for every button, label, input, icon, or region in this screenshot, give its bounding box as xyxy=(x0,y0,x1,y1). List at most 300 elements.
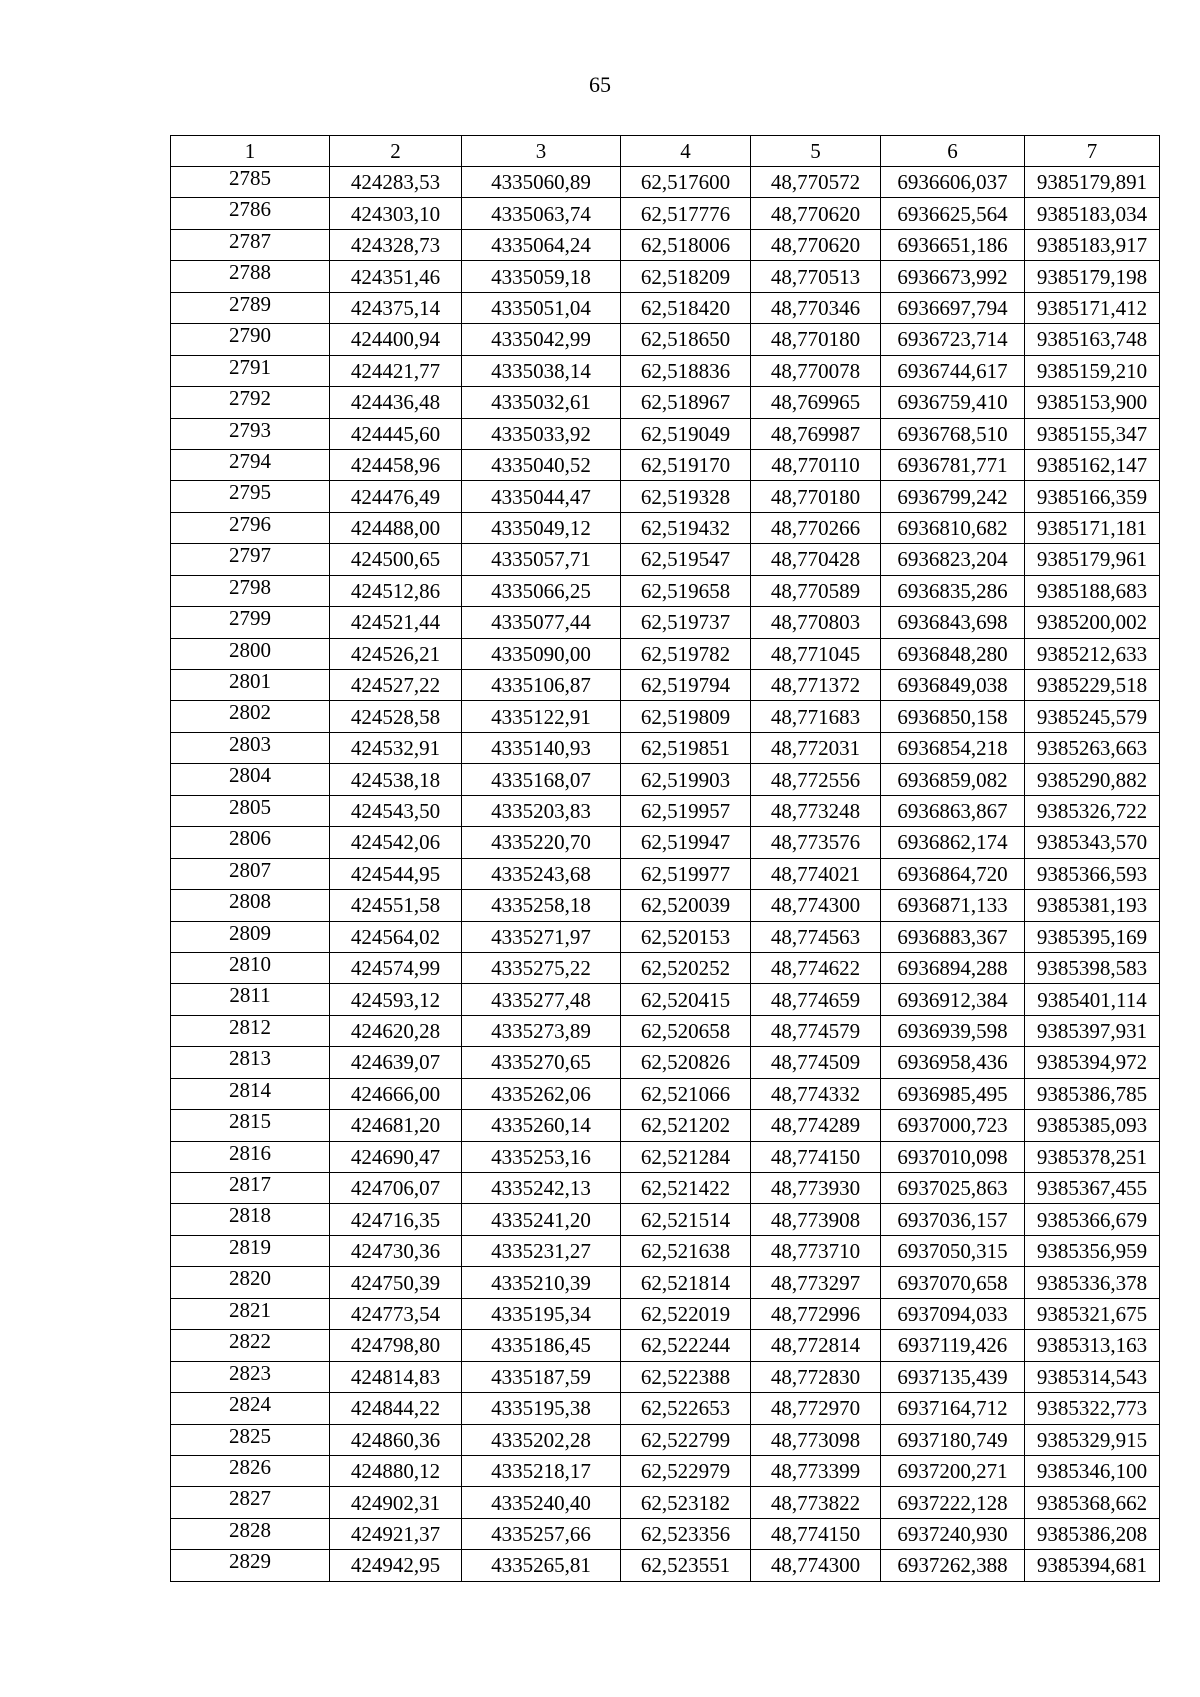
table-cell-col-2: 424400,94 xyxy=(330,324,462,355)
table-cell-col-1: 2804 xyxy=(171,764,330,795)
table-cell-col-4: 62,518006 xyxy=(621,229,751,260)
table-cell-col-4: 62,522799 xyxy=(621,1424,751,1455)
table-cell-col-6: 6936871,133 xyxy=(881,890,1025,921)
table-cell-col-4: 62,521422 xyxy=(621,1173,751,1204)
table-cell-col-7: 9385179,891 xyxy=(1025,167,1160,198)
table-cell-col-3: 4335140,93 xyxy=(462,732,621,763)
table-cell-col-2: 424445,60 xyxy=(330,418,462,449)
table-cell-col-5: 48,770589 xyxy=(751,575,881,606)
table-cell-col-2: 424880,12 xyxy=(330,1455,462,1486)
table-cell-col-4: 62,519903 xyxy=(621,764,751,795)
table-cell-col-3: 4335187,59 xyxy=(462,1361,621,1392)
table-cell-col-2: 424564,02 xyxy=(330,921,462,952)
table-cell-col-4: 62,517776 xyxy=(621,198,751,229)
table-cell-col-7: 9385163,748 xyxy=(1025,324,1160,355)
table-cell-col-6: 6936848,280 xyxy=(881,638,1025,669)
table-cell-col-7: 9385322,773 xyxy=(1025,1393,1160,1424)
table-cell-col-2: 424528,58 xyxy=(330,701,462,732)
table-cell-col-7: 9385397,931 xyxy=(1025,1015,1160,1046)
table-cell-col-2: 424690,47 xyxy=(330,1141,462,1172)
table-cell-col-5: 48,773248 xyxy=(751,795,881,826)
table-cell-col-7: 9385356,959 xyxy=(1025,1235,1160,1266)
table-cell-col-5: 48,771372 xyxy=(751,670,881,701)
table-cell-col-4: 62,518836 xyxy=(621,355,751,386)
table-cell-col-3: 4335032,61 xyxy=(462,387,621,418)
table-cell-col-5: 48,772996 xyxy=(751,1298,881,1329)
table-cell-col-1: 2805 xyxy=(171,795,330,826)
table-cell-col-5: 48,770180 xyxy=(751,324,881,355)
table-cell-col-4: 62,519851 xyxy=(621,732,751,763)
table-cell-col-5: 48,771045 xyxy=(751,638,881,669)
table-cell-col-2: 424538,18 xyxy=(330,764,462,795)
table-cell-col-5: 48,774579 xyxy=(751,1015,881,1046)
table-row xyxy=(171,1361,1160,1392)
table-cell-col-1: 2807 xyxy=(171,858,330,889)
table-cell-col-1: 2800 xyxy=(171,638,330,669)
table-cell-col-7: 9385263,663 xyxy=(1025,732,1160,763)
table-cell-col-5: 48,770180 xyxy=(751,481,881,512)
table-cell-col-7: 9385385,093 xyxy=(1025,1110,1160,1141)
table-cell-col-7: 9385183,034 xyxy=(1025,198,1160,229)
table-row xyxy=(171,1424,1160,1455)
table-cell-col-6: 6936843,698 xyxy=(881,607,1025,638)
table-cell-col-5: 48,770803 xyxy=(751,607,881,638)
table-cell-col-4: 62,520153 xyxy=(621,921,751,952)
table-cell-col-6: 6937025,863 xyxy=(881,1173,1025,1204)
table-cell-col-2: 424527,22 xyxy=(330,670,462,701)
table-cell-col-7: 9385398,583 xyxy=(1025,952,1160,983)
table-cell-col-4: 62,523182 xyxy=(621,1487,751,1518)
table-cell-col-3: 4335271,97 xyxy=(462,921,621,952)
table-cell-col-2: 424543,50 xyxy=(330,795,462,826)
table-cell-col-3: 4335077,44 xyxy=(462,607,621,638)
table-cell-col-5: 48,774622 xyxy=(751,952,881,983)
table-cell-col-2: 424488,00 xyxy=(330,512,462,543)
table-row xyxy=(171,890,1160,921)
table-row xyxy=(171,1047,1160,1078)
table-cell-col-1: 2803 xyxy=(171,732,330,763)
table-cell-col-6: 6936863,867 xyxy=(881,795,1025,826)
table-row xyxy=(171,1330,1160,1361)
table-cell-col-1: 2825 xyxy=(171,1424,330,1455)
column-header-5: 5 xyxy=(751,136,881,167)
table-cell-col-6: 6936744,617 xyxy=(881,355,1025,386)
table-cell-col-2: 424620,28 xyxy=(330,1015,462,1046)
table-row xyxy=(171,1141,1160,1172)
table-row xyxy=(171,544,1160,575)
table-cell-col-3: 4335106,87 xyxy=(462,670,621,701)
table-cell-col-5: 48,772556 xyxy=(751,764,881,795)
table-cell-col-6: 6937135,439 xyxy=(881,1361,1025,1392)
table-cell-col-3: 4335040,52 xyxy=(462,449,621,480)
table-row xyxy=(171,670,1160,701)
table-cell-col-2: 424574,99 xyxy=(330,952,462,983)
table-cell-col-2: 424421,77 xyxy=(330,355,462,386)
table-cell-col-1: 2792 xyxy=(171,387,330,418)
table-cell-col-3: 4335240,40 xyxy=(462,1487,621,1518)
table-cell-col-7: 9385366,679 xyxy=(1025,1204,1160,1235)
table-cell-col-1: 2810 xyxy=(171,952,330,983)
table-cell-col-6: 6936912,384 xyxy=(881,984,1025,1015)
table-cell-col-1: 2821 xyxy=(171,1298,330,1329)
column-header-4: 4 xyxy=(621,136,751,167)
table-cell-col-3: 4335195,38 xyxy=(462,1393,621,1424)
table-cell-col-7: 9385159,210 xyxy=(1025,355,1160,386)
table-cell-col-6: 6936835,286 xyxy=(881,575,1025,606)
table-cell-col-1: 2799 xyxy=(171,607,330,638)
table-cell-col-7: 9385336,378 xyxy=(1025,1267,1160,1298)
table-cell-col-2: 424593,12 xyxy=(330,984,462,1015)
table-cell-col-5: 48,772031 xyxy=(751,732,881,763)
table-cell-col-1: 2809 xyxy=(171,921,330,952)
table-cell-col-7: 9385200,002 xyxy=(1025,607,1160,638)
table-row xyxy=(171,1110,1160,1141)
table-cell-col-4: 62,519977 xyxy=(621,858,751,889)
table-cell-col-6: 6936958,436 xyxy=(881,1047,1025,1078)
table-row xyxy=(171,858,1160,889)
table-cell-col-4: 62,520252 xyxy=(621,952,751,983)
table-cell-col-2: 424436,48 xyxy=(330,387,462,418)
table-cell-col-4: 62,518420 xyxy=(621,292,751,323)
table-row xyxy=(171,607,1160,638)
table-row xyxy=(171,1267,1160,1298)
table-cell-col-3: 4335195,34 xyxy=(462,1298,621,1329)
table-cell-col-2: 424773,54 xyxy=(330,1298,462,1329)
table-row xyxy=(171,1518,1160,1549)
table-cell-col-7: 9385313,163 xyxy=(1025,1330,1160,1361)
table-cell-col-5: 48,773576 xyxy=(751,827,881,858)
table-cell-col-5: 48,774150 xyxy=(751,1518,881,1549)
table-cell-col-3: 4335057,71 xyxy=(462,544,621,575)
table-cell-col-6: 6936625,564 xyxy=(881,198,1025,229)
table-cell-col-4: 62,521814 xyxy=(621,1267,751,1298)
table-cell-col-4: 62,519432 xyxy=(621,512,751,543)
table-cell-col-2: 424814,83 xyxy=(330,1361,462,1392)
table-row xyxy=(171,1455,1160,1486)
column-header-2: 2 xyxy=(330,136,462,167)
table-cell-col-5: 48,774563 xyxy=(751,921,881,952)
table-cell-col-2: 424551,58 xyxy=(330,890,462,921)
table-cell-col-1: 2790 xyxy=(171,324,330,355)
table-cell-col-1: 2818 xyxy=(171,1204,330,1235)
table-cell-col-5: 48,774332 xyxy=(751,1078,881,1109)
table-row xyxy=(171,1393,1160,1424)
table-row xyxy=(171,1015,1160,1046)
table-cell-col-7: 9385401,114 xyxy=(1025,984,1160,1015)
table-cell-col-6: 6937240,930 xyxy=(881,1518,1025,1549)
table-cell-col-6: 6936859,082 xyxy=(881,764,1025,795)
table-row xyxy=(171,952,1160,983)
table-cell-col-3: 4335044,47 xyxy=(462,481,621,512)
table-cell-col-1: 2819 xyxy=(171,1235,330,1266)
table-cell-col-7: 9385395,169 xyxy=(1025,921,1160,952)
table-cell-col-6: 6936781,771 xyxy=(881,449,1025,480)
table-cell-col-3: 4335203,83 xyxy=(462,795,621,826)
table-cell-col-1: 2801 xyxy=(171,670,330,701)
table-row xyxy=(171,984,1160,1015)
table-cell-col-7: 9385329,915 xyxy=(1025,1424,1160,1455)
table-cell-col-7: 9385386,208 xyxy=(1025,1518,1160,1549)
table-cell-col-7: 9385171,412 xyxy=(1025,292,1160,323)
table-cell-col-2: 424681,20 xyxy=(330,1110,462,1141)
table-row xyxy=(171,324,1160,355)
table-header xyxy=(171,136,1160,167)
table-cell-col-4: 62,521514 xyxy=(621,1204,751,1235)
table-cell-col-4: 62,522019 xyxy=(621,1298,751,1329)
header-row xyxy=(171,136,1160,167)
table-cell-col-5: 48,769987 xyxy=(751,418,881,449)
table-cell-col-7: 9385179,198 xyxy=(1025,261,1160,292)
table-cell-col-7: 9385346,100 xyxy=(1025,1455,1160,1486)
table-row xyxy=(171,261,1160,292)
table-cell-col-4: 62,523551 xyxy=(621,1550,751,1581)
table-cell-col-5: 48,773399 xyxy=(751,1455,881,1486)
table-row xyxy=(171,481,1160,512)
table-cell-col-3: 4335210,39 xyxy=(462,1267,621,1298)
table-cell-col-1: 2826 xyxy=(171,1455,330,1486)
table-cell-col-2: 424521,44 xyxy=(330,607,462,638)
table-cell-col-5: 48,770620 xyxy=(751,229,881,260)
table-cell-col-1: 2815 xyxy=(171,1110,330,1141)
page-number: 65 xyxy=(589,72,611,97)
table-cell-col-7: 9385366,593 xyxy=(1025,858,1160,889)
table-cell-col-3: 4335063,74 xyxy=(462,198,621,229)
table-cell-col-1: 2827 xyxy=(171,1487,330,1518)
table-cell-col-4: 62,522388 xyxy=(621,1361,751,1392)
table-row xyxy=(171,449,1160,480)
table-row xyxy=(171,387,1160,418)
table-cell-col-6: 6937094,033 xyxy=(881,1298,1025,1329)
table-row xyxy=(171,355,1160,386)
table-cell-col-6: 6937262,388 xyxy=(881,1550,1025,1581)
table-cell-col-5: 48,773930 xyxy=(751,1173,881,1204)
table-cell-col-7: 9385378,251 xyxy=(1025,1141,1160,1172)
table-cell-col-6: 6937222,128 xyxy=(881,1487,1025,1518)
table-row xyxy=(171,198,1160,229)
table-cell-col-2: 424716,35 xyxy=(330,1204,462,1235)
table-row xyxy=(171,638,1160,669)
table-row xyxy=(171,292,1160,323)
table-cell-col-4: 62,519328 xyxy=(621,481,751,512)
table-cell-col-5: 48,774300 xyxy=(751,890,881,921)
table-cell-col-3: 4335042,99 xyxy=(462,324,621,355)
table-cell-col-3: 4335049,12 xyxy=(462,512,621,543)
table-cell-col-5: 48,774659 xyxy=(751,984,881,1015)
table-cell-col-7: 9385179,961 xyxy=(1025,544,1160,575)
table-cell-col-1: 2798 xyxy=(171,575,330,606)
table-cell-col-6: 6936849,038 xyxy=(881,670,1025,701)
table-cell-col-7: 9385343,570 xyxy=(1025,827,1160,858)
table-cell-col-4: 62,519547 xyxy=(621,544,751,575)
table-row xyxy=(171,1550,1160,1581)
table-cell-col-5: 48,770620 xyxy=(751,198,881,229)
table-cell-col-4: 62,519947 xyxy=(621,827,751,858)
table-cell-col-3: 4335270,65 xyxy=(462,1047,621,1078)
table-cell-col-4: 62,519809 xyxy=(621,701,751,732)
table-cell-col-3: 4335241,20 xyxy=(462,1204,621,1235)
table-cell-col-6: 6937070,658 xyxy=(881,1267,1025,1298)
table-cell-col-1: 2814 xyxy=(171,1078,330,1109)
table-cell-col-6: 6936883,367 xyxy=(881,921,1025,952)
table-cell-col-2: 424542,06 xyxy=(330,827,462,858)
table-cell-col-1: 2829 xyxy=(171,1550,330,1581)
table-cell-col-6: 6936651,186 xyxy=(881,229,1025,260)
table-cell-col-3: 4335038,14 xyxy=(462,355,621,386)
table-cell-col-3: 4335273,89 xyxy=(462,1015,621,1046)
table-cell-col-4: 62,522653 xyxy=(621,1393,751,1424)
table-cell-col-7: 9385314,543 xyxy=(1025,1361,1160,1392)
table-cell-col-6: 6937180,749 xyxy=(881,1424,1025,1455)
table-cell-col-2: 424902,31 xyxy=(330,1487,462,1518)
table-cell-col-4: 62,521202 xyxy=(621,1110,751,1141)
table-cell-col-7: 9385155,347 xyxy=(1025,418,1160,449)
table-cell-col-4: 62,518209 xyxy=(621,261,751,292)
table-cell-col-3: 4335243,68 xyxy=(462,858,621,889)
table-cell-col-2: 424458,96 xyxy=(330,449,462,480)
table-cell-col-4: 62,519782 xyxy=(621,638,751,669)
table-cell-col-2: 424500,65 xyxy=(330,544,462,575)
table-cell-col-2: 424942,95 xyxy=(330,1550,462,1581)
table-cell-col-2: 424639,07 xyxy=(330,1047,462,1078)
table-cell-col-6: 6937036,157 xyxy=(881,1204,1025,1235)
table-cell-col-7: 9385171,181 xyxy=(1025,512,1160,543)
table-cell-col-2: 424303,10 xyxy=(330,198,462,229)
table-cell-col-6: 6936823,204 xyxy=(881,544,1025,575)
table-cell-col-3: 4335090,00 xyxy=(462,638,621,669)
table-cell-col-7: 9385229,518 xyxy=(1025,670,1160,701)
table-cell-col-1: 2812 xyxy=(171,1015,330,1046)
table-cell-col-4: 62,518967 xyxy=(621,387,751,418)
table-cell-col-2: 424512,86 xyxy=(330,575,462,606)
table-cell-col-5: 48,773098 xyxy=(751,1424,881,1455)
table-cell-col-5: 48,774150 xyxy=(751,1141,881,1172)
table-cell-col-1: 2793 xyxy=(171,418,330,449)
table-cell-col-1: 2828 xyxy=(171,1518,330,1549)
table-cell-col-4: 62,517600 xyxy=(621,167,751,198)
table-cell-col-7: 9385290,882 xyxy=(1025,764,1160,795)
table-cell-col-1: 2785 xyxy=(171,167,330,198)
table-cell-col-2: 424750,39 xyxy=(330,1267,462,1298)
table-body xyxy=(171,167,1160,1582)
table-cell-col-6: 6936850,158 xyxy=(881,701,1025,732)
table-row xyxy=(171,764,1160,795)
table-cell-col-3: 4335033,92 xyxy=(462,418,621,449)
table-cell-col-5: 48,770513 xyxy=(751,261,881,292)
table-cell-col-2: 424351,46 xyxy=(330,261,462,292)
table-cell-col-7: 9385153,900 xyxy=(1025,387,1160,418)
table-cell-col-6: 6936799,242 xyxy=(881,481,1025,512)
table-cell-col-1: 2820 xyxy=(171,1267,330,1298)
table-cell-col-7: 9385381,193 xyxy=(1025,890,1160,921)
table-cell-col-7: 9385321,675 xyxy=(1025,1298,1160,1329)
table-cell-col-1: 2791 xyxy=(171,355,330,386)
column-header-3: 3 xyxy=(462,136,621,167)
table-cell-col-6: 6936606,037 xyxy=(881,167,1025,198)
table-cell-col-4: 62,520826 xyxy=(621,1047,751,1078)
table-cell-col-2: 424844,22 xyxy=(330,1393,462,1424)
table-cell-col-1: 2808 xyxy=(171,890,330,921)
table-cell-col-2: 424283,53 xyxy=(330,167,462,198)
table-cell-col-4: 62,521638 xyxy=(621,1235,751,1266)
table-cell-col-4: 62,523356 xyxy=(621,1518,751,1549)
table-row xyxy=(171,1235,1160,1266)
table-cell-col-4: 62,519170 xyxy=(621,449,751,480)
table-row xyxy=(171,1298,1160,1329)
table-cell-col-3: 4335186,45 xyxy=(462,1330,621,1361)
table-cell-col-7: 9385183,917 xyxy=(1025,229,1160,260)
table-cell-col-3: 4335059,18 xyxy=(462,261,621,292)
table-cell-col-4: 62,522979 xyxy=(621,1455,751,1486)
table-cell-col-7: 9385245,579 xyxy=(1025,701,1160,732)
table-cell-col-5: 48,769965 xyxy=(751,387,881,418)
table-cell-col-1: 2789 xyxy=(171,292,330,323)
table-cell-col-7: 9385326,722 xyxy=(1025,795,1160,826)
table-cell-col-1: 2817 xyxy=(171,1173,330,1204)
table-cell-col-1: 2797 xyxy=(171,544,330,575)
table-cell-col-1: 2788 xyxy=(171,261,330,292)
table-cell-col-6: 6936985,495 xyxy=(881,1078,1025,1109)
table-cell-col-3: 4335202,28 xyxy=(462,1424,621,1455)
table-cell-col-4: 62,522244 xyxy=(621,1330,751,1361)
table-row xyxy=(171,1173,1160,1204)
table-cell-col-3: 4335220,70 xyxy=(462,827,621,858)
table-cell-col-1: 2794 xyxy=(171,449,330,480)
table-cell-col-5: 48,770346 xyxy=(751,292,881,323)
table-cell-col-6: 6936723,714 xyxy=(881,324,1025,355)
table-cell-col-1: 2824 xyxy=(171,1393,330,1424)
table-cell-col-7: 9385212,633 xyxy=(1025,638,1160,669)
table-cell-col-6: 6936864,720 xyxy=(881,858,1025,889)
table-cell-col-5: 48,770428 xyxy=(751,544,881,575)
table-cell-col-1: 2822 xyxy=(171,1330,330,1361)
table-cell-col-5: 48,774509 xyxy=(751,1047,881,1078)
table-cell-col-1: 2823 xyxy=(171,1361,330,1392)
table-cell-col-2: 424798,80 xyxy=(330,1330,462,1361)
table-cell-col-3: 4335060,89 xyxy=(462,167,621,198)
table-cell-col-4: 62,520415 xyxy=(621,984,751,1015)
table-cell-col-2: 424860,36 xyxy=(330,1424,462,1455)
table-cell-col-7: 9385188,683 xyxy=(1025,575,1160,606)
table-cell-col-2: 424328,73 xyxy=(330,229,462,260)
table-row xyxy=(171,512,1160,543)
table-row xyxy=(171,701,1160,732)
table-cell-col-4: 62,521284 xyxy=(621,1141,751,1172)
table-cell-col-1: 2811 xyxy=(171,984,330,1015)
table-cell-col-3: 4335242,13 xyxy=(462,1173,621,1204)
table-cell-col-6: 6937000,723 xyxy=(881,1110,1025,1141)
table-cell-col-7: 9385368,662 xyxy=(1025,1487,1160,1518)
table-row xyxy=(171,795,1160,826)
table-cell-col-6: 6936768,510 xyxy=(881,418,1025,449)
table-row xyxy=(171,575,1160,606)
coordinates-table xyxy=(170,135,1160,1582)
column-header-7: 7 xyxy=(1025,136,1160,167)
table-cell-col-2: 424921,37 xyxy=(330,1518,462,1549)
table-cell-col-5: 48,772830 xyxy=(751,1361,881,1392)
column-header-1: 1 xyxy=(171,136,330,167)
table-cell-col-4: 62,518650 xyxy=(621,324,751,355)
table-cell-col-3: 4335218,17 xyxy=(462,1455,621,1486)
table-cell-col-4: 62,520039 xyxy=(621,890,751,921)
table-cell-col-5: 48,770572 xyxy=(751,167,881,198)
table-cell-col-5: 48,771683 xyxy=(751,701,881,732)
table-cell-col-3: 4335122,91 xyxy=(462,701,621,732)
table-row xyxy=(171,732,1160,763)
table-cell-col-1: 2806 xyxy=(171,827,330,858)
table-cell-col-2: 424476,49 xyxy=(330,481,462,512)
table-row xyxy=(171,827,1160,858)
table-cell-col-1: 2796 xyxy=(171,512,330,543)
